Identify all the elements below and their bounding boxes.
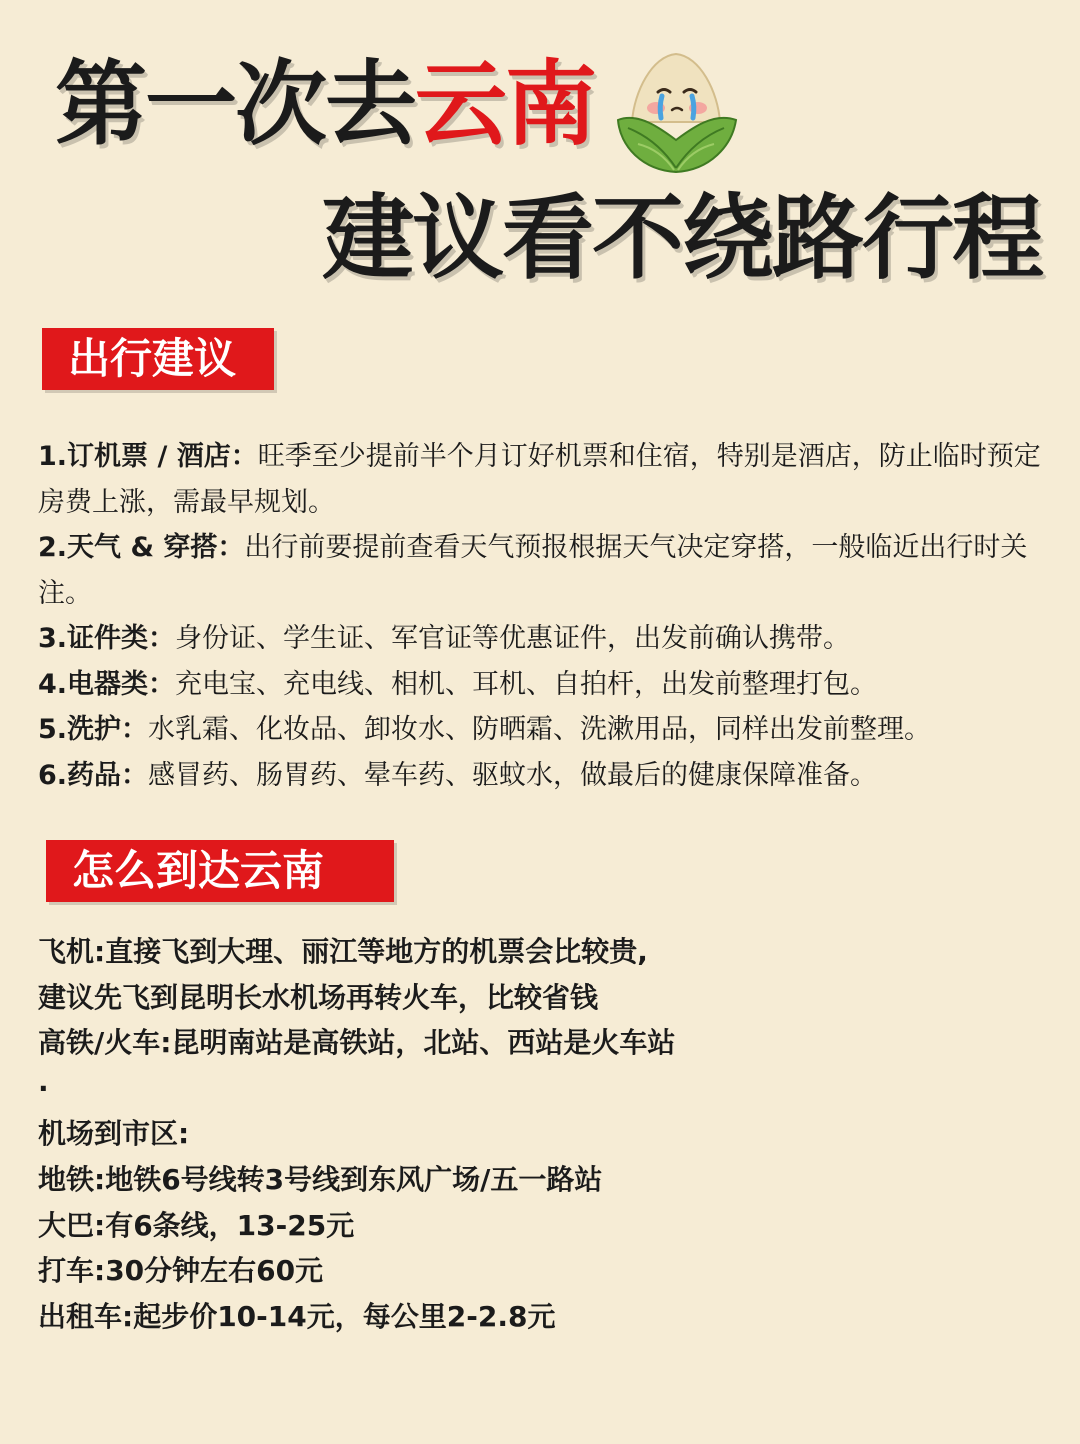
transport-line: 机场到市区:	[38, 1117, 190, 1151]
title-line-1	[55, 52, 595, 158]
title-part-1: 第一次去	[55, 51, 416, 158]
tip-flight-hotel	[38, 434, 1058, 525]
transport-line: 大巴:有6条线，13-25元	[38, 1208, 355, 1242]
tip-label: 4.电器类：	[38, 668, 176, 700]
transport-line: 打车:30分钟左右60元	[38, 1254, 324, 1288]
transport-line: 高铁/火车:昆明南站是高铁站，北站、西站是火车站	[38, 1026, 676, 1060]
tip-text: 感冒药、肠胃药、晕车药、驱蚊水，做最后的健康保障准备。	[148, 759, 878, 791]
tip-text: 旺季至少提前半个月订好机票和住宿，特别是酒店，防止临时预定房费上涨，需最早规划。	[38, 441, 1041, 518]
crying-zongzi-icon	[608, 48, 744, 176]
tip-electronics	[38, 662, 1058, 708]
tip-label: 1.订机票 / 酒店：	[38, 441, 258, 472]
travel-advice-list	[38, 434, 1058, 798]
tip-text: 身份证、学生证、军官证等优惠证件，出发前确认携带。	[175, 623, 851, 654]
transport-line: ·	[38, 1071, 49, 1105]
transport-line: 建议先飞到昆明长水机场再转火车，比较省钱	[38, 980, 599, 1014]
title-highlight-yunnan: 云南	[415, 51, 596, 158]
tip-text: 水乳霜、化妆品、卸妆水、防晒霜、洗漱用品，同样出发前整理。	[148, 714, 932, 745]
tip-label: 6.药品：	[38, 759, 149, 791]
transport-line: 出租车:起步价10-14元，每公里2-2.8元	[38, 1299, 556, 1333]
section-label-how-to-arrive: 怎么到达云南	[46, 840, 394, 902]
title-line-2: 建议看不绕路行程	[322, 185, 1043, 292]
tip-documents	[38, 616, 1058, 662]
tip-label: 5.洗护：	[38, 714, 149, 745]
tip-label: 2.天气 & 穿搭：	[38, 532, 245, 563]
tip-weather-outfit	[38, 525, 1058, 616]
transport-info	[38, 929, 1048, 1339]
transport-line: 飞机:直接飞到大理、丽江等地方的机票会比较贵,	[38, 935, 648, 968]
section-label-travel-advice: 出行建议	[42, 328, 274, 390]
tip-label: 3.证件类：	[38, 623, 176, 654]
tip-text: 充电宝、充电线、相机、耳机、自拍杆，出发前整理打包。	[175, 668, 878, 700]
tip-toiletries	[38, 707, 1058, 753]
transport-line: 地铁:地铁6号线转3号线到东风广场/五一路站	[38, 1162, 603, 1196]
tip-text: 出行前要提前查看天气预报根据天气决定穿搭，一般临近出行时关注。	[38, 532, 1028, 609]
tip-medicine	[38, 753, 1058, 799]
